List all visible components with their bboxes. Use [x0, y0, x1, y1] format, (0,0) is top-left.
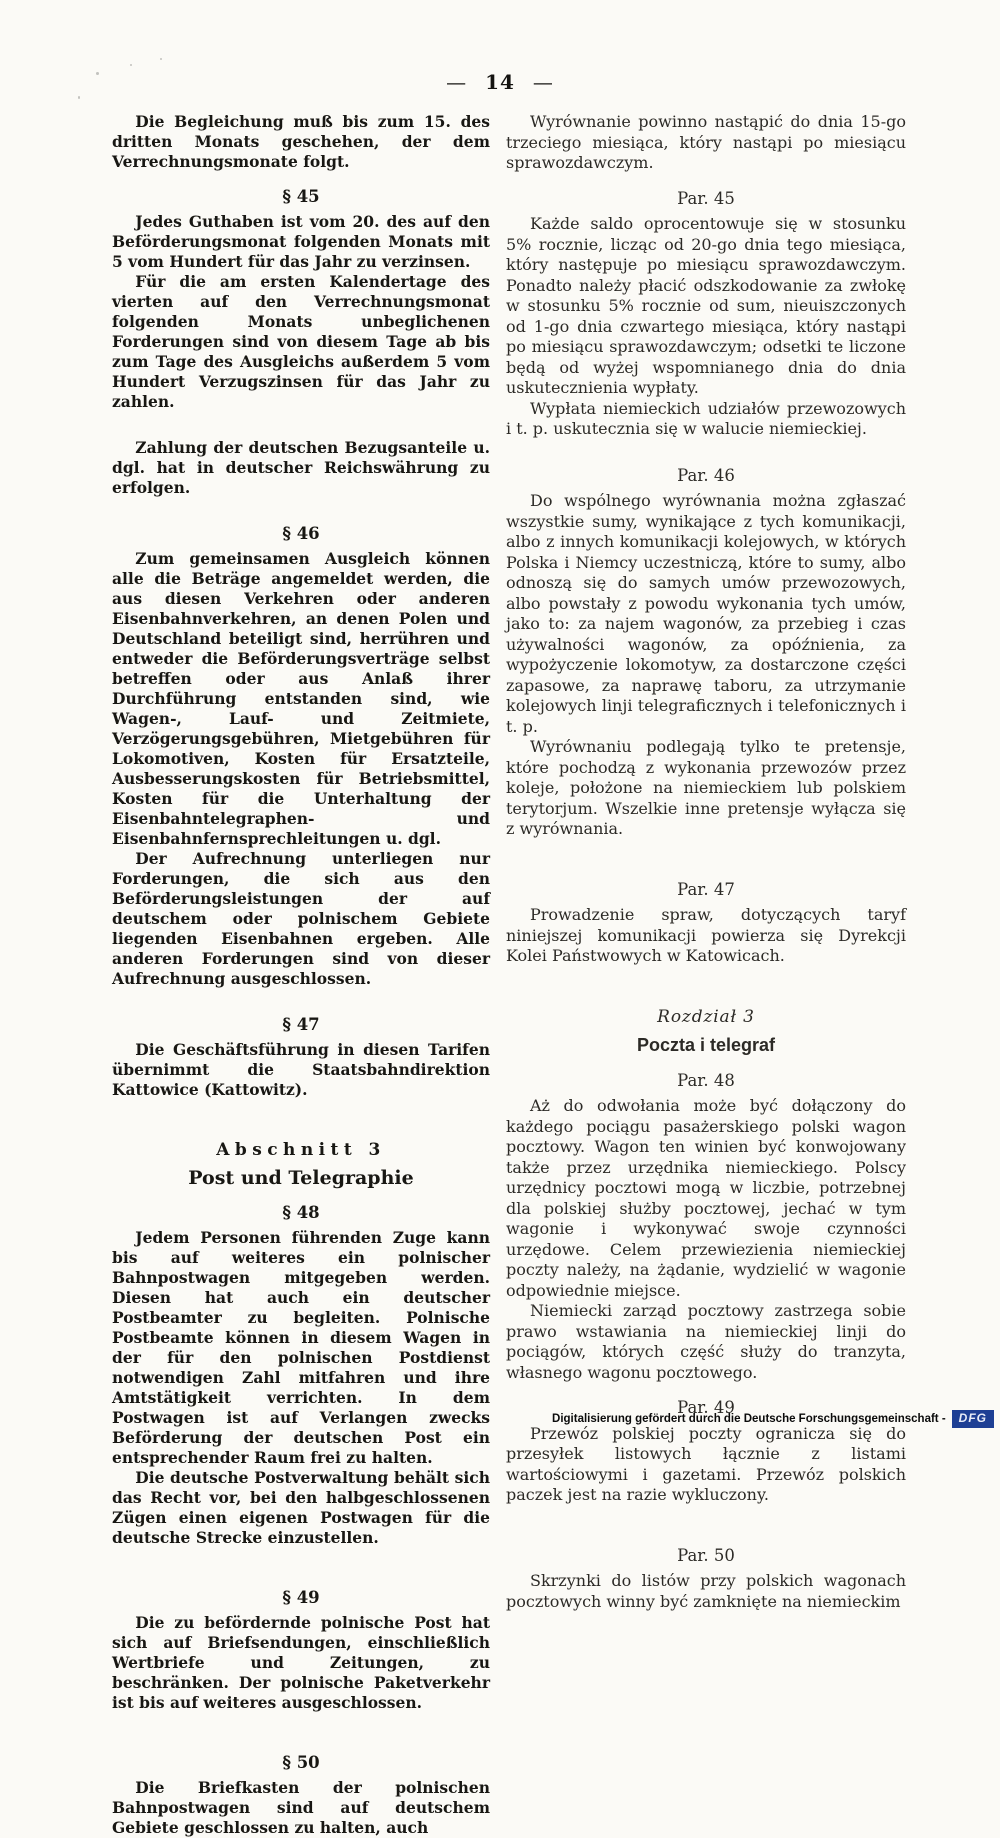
dfg-logo: DFG: [952, 1410, 994, 1428]
footer-digitization: [552, 1410, 994, 1428]
de-para: Jedem Personen führenden Zuge kann bis auf weiteres ein polnischer Bahnpostwagen mitgegeben werden. Diesen hat auch ein deutscher Postbeamter zu begleiten. Polnische Postbeamte können in diesem Wagen in der für den polnischen Postdienst notwendigen Zahl mitfahren und ihre Amtstätigkeit verrichten. In dem Postwagen ist auf Verlangen zwecks Beförderung der deutschen Post ein entsprechender Raum frei zu halten.: [112, 1228, 490, 1467]
page-number-dash-left: —: [446, 70, 468, 94]
pl-para: Aż do odwołania może być dołączony do każdego pociągu pasażerskiego polski wagon pocztowy. Wagon ten winien być konwojowany także przez urzędnika niemieckiego. Polscy urzędnicy pocztowi mogą w liczbie, potrzebnej dla polskiej służby pocztowej, jechać w tym wagonie i wykonywać swoje czynności urzędowe. Celem przewiezienia niemieckiej poczty należy, na żądanie, wydzielić w wagonie odpowiednie miejsce.: [506, 1096, 906, 1300]
pl-section: Par. 45: [677, 188, 735, 208]
pl-para: Wyrównanie powinno nastąpić do dnia 15-go trzeciego miesiąca, który nastąpi po miesiącu sprawozdawczym.: [506, 112, 906, 172]
page-number-value: 14: [485, 70, 515, 94]
de-para: Für die am ersten Kalendertage des vierten auf den Verrechnungsmonat folgenden Monats unbeglichenen Forderungen sind von diesem Tage ab bis zum Tage des Ausgleichs außerdem 5 vom Hundert Verzugszinsen für das Jahr zu zahlen.: [112, 272, 490, 411]
scan-artifact: [78, 96, 80, 99]
pl-para: Prowadzenie spraw, dotyczących taryf niniejszej komunikacji powierza się Dyrekcji Kolei Państwowych w Katowicach.: [506, 905, 906, 965]
scan-artifact: [130, 64, 132, 66]
de-chapter: Abschnitt 3: [216, 1140, 386, 1160]
de-section: § 48: [282, 1203, 320, 1222]
de-para: Die deutsche Postverwaltung behält sich das Recht vor, bei den halbgeschlossenen Zügen einen eigenen Postwagen für die deutsche Strecke einzustellen.: [112, 1468, 490, 1547]
de-para: Jedes Guthaben ist vom 20. des auf den Beförderungsmonat folgenden Monats mit 5 vom Hundert für das Jahr zu verzinsen.: [112, 212, 490, 271]
pl-section: Par. 47: [677, 879, 735, 899]
de-section: § 50: [282, 1753, 320, 1772]
german-column: [112, 112, 490, 1838]
de-section: § 47: [282, 1015, 320, 1034]
de-para: Die zu befördernde polnische Post hat sich auf Briefsendungen, einschließlich Wertbriefe und Zeitungen, zu beschränken. Der polnische Paketverkehr ist bis auf weiteres ausgeschlossen.: [112, 1613, 490, 1712]
pl-chapter: Rozdział 3: [657, 1006, 755, 1027]
pl-section: Par. 46: [677, 465, 735, 485]
scan-artifact: [160, 58, 162, 60]
polish-column: [506, 112, 906, 1838]
pl-para: Każde saldo oprocentowuje się w stosunku 5% rocznie, licząc od 20-go dnia tego miesiąca, który następuje po miesiącu sprawozdawczym. Ponadto należy płacić odszkodowanie za zwłokę w stosunku 5% rocznie od sum, nieuiszczonych od 1-go dnia czwartego miesiąca, który nastąpi po miesiącu sprawozdawczym; odsetki te liczone będą od wyżej wspomnianego dnia do dnia uskutecznienia wypłaty.: [506, 214, 906, 397]
pl-para: Skrzynki do listów przy polskich wagonach pocztowych winny być zamknięte na niemieckim: [506, 1571, 906, 1611]
pl-section: Par. 50: [677, 1545, 735, 1565]
de-section: § 49: [282, 1588, 320, 1607]
de-para: Die Geschäftsführung in diesen Tarifen übernimmt die Staatsbahndirektion Kattowice (Kattowitz).: [112, 1040, 490, 1099]
footer-text: Digitalisierung gefördert durch die Deutsche Forschungsgemeinschaft -: [552, 1413, 946, 1425]
pl-para: Wyrównaniu podlegają tylko te pretensje, które pochodzą z wykonania przewozów przez koleje, położone na niemieckiem lub polskiem terytorjum. Wszelkie inne pretensje wyłącza się z wyrównania.: [506, 737, 906, 838]
de-para: Zahlung der deutschen Bezugsanteile u. dgl. hat in deutscher Reichswährung zu erfolgen.: [112, 438, 490, 497]
de-para: Der Aufrechnung unterliegen nur Forderungen, die sich aus den Beförderungsleistungen der auf deutschem oder polnischem Gebiete liegenden Eisenbahnen ergeben. Alle anderen Forderungen sind von dieser Aufrechnung ausgeschlossen.: [112, 849, 490, 988]
pl-title: Poczta i telegraf: [636, 1035, 776, 1055]
de-title: Post und Telegraphie: [188, 1167, 414, 1189]
pl-para: Przewóz polskiej poczty ogranicza się do przesyłek listowych łącznie z listami wartościowymi i gazetami. Przewóz polskich paczek jest na razie wykluczony.: [506, 1423, 906, 1504]
de-para: Die Begleichung muß bis zum 15. des dritten Monats geschehen, der dem Verrechnungsmonate folgt.: [112, 112, 490, 171]
page-number: [0, 70, 1000, 94]
pl-para: Niemiecki zarząd pocztowy zastrzega sobie prawo wstawiania na niemieckiej linji do pociągów, których część służy do tranzyta, własnego wagonu pocztowego.: [506, 1301, 906, 1382]
pl-section: Par. 48: [677, 1070, 735, 1090]
de-para: Zum gemeinsamen Ausgleich können alle die Beträge angemeldet werden, die aus diesen Verkehren oder anderen Eisenbahnverkehren, an denen Polen und Deutschland beteiligt sind, herrühren und entweder die Beförderungsverträge selbst betreffen oder aus Anlaß ihrer Durchführung entstanden sind, wie Wagen-, Lauf- und Zeitmiete, Verzögerungsgebühren, Mietgebühren für Lokomotiven, Kosten für Ersatzteile, Ausbesserungskosten für Betriebsmittel, Kosten für die Unterhaltung der Eisenbahntelegraphen- und Eisenbahnfernsprechleitungen u. dgl.: [112, 549, 490, 848]
pl-section: Par. 49: [677, 1398, 735, 1417]
de-para: Die Briefkasten der polnischen Bahnpostwagen sind auf deutschem Gebiete geschlossen zu halten, auch: [112, 1778, 490, 1837]
de-section: § 45: [282, 187, 320, 206]
de-section: § 46: [282, 524, 320, 543]
two-column-text: [112, 112, 906, 1838]
pl-para: Do wspólnego wyrównania można zgłaszać wszystkie sumy, wynikające z tych komunikacji, albo z innych komunikacji kolejowych, w których Polska i Niemcy uczestniczą, które to sumy, albo odnoszą się do samych umów przewozowych, albo powstały z powodu wykonania tych umów, jako to: za najem wagonów, za przebieg i czas używalności wagonów, za opóźnienia, za wypożyczenie lokomotyw, za dostarczone części zapasowe, za naprawę taboru, za utrzymanie kolejowych linji telegraficznych i telefonicznych i t. p.: [506, 491, 906, 736]
pl-para: Wypłata niemieckich udziałów przewozowych i t. p. uskutecznia się w walucie niemieckiej.: [506, 398, 906, 438]
page-number-dash-right: —: [532, 70, 554, 94]
